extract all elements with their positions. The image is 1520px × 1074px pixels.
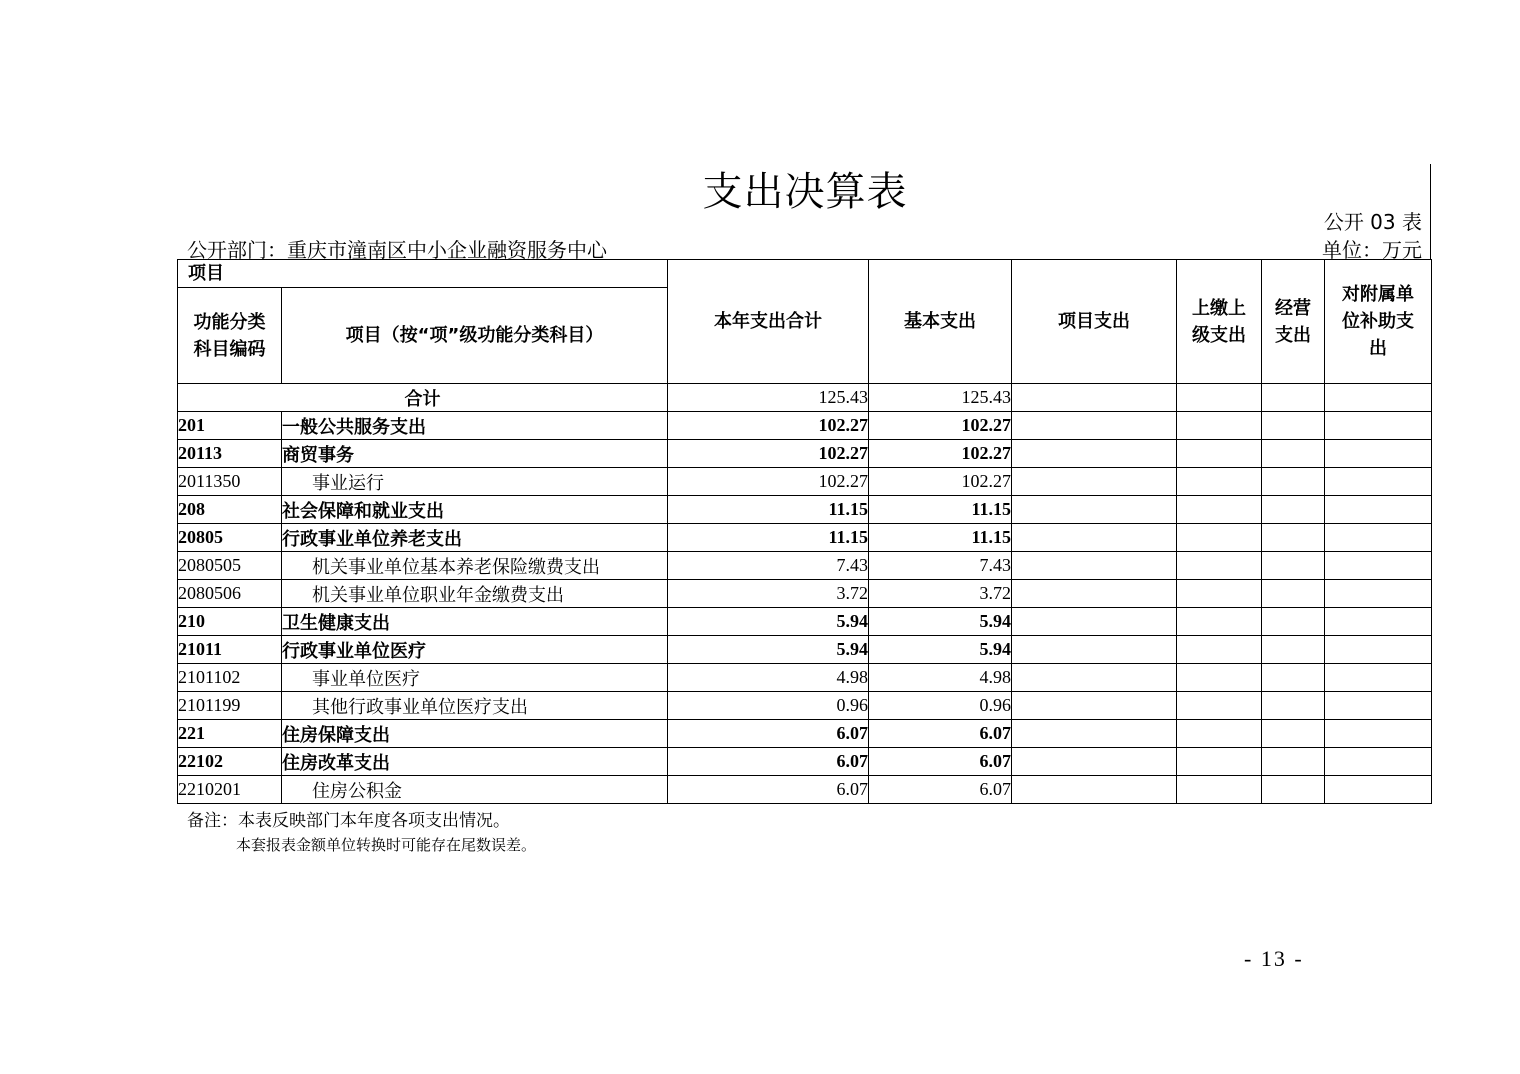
- row-total: 6.07: [668, 776, 869, 804]
- table-row: [178, 552, 1432, 580]
- row-code: 2101199: [178, 692, 282, 720]
- row-total: 102.27: [668, 412, 869, 440]
- empty-cell: [1262, 748, 1325, 776]
- empty-cell: [1262, 412, 1325, 440]
- row-total: 102.27: [668, 440, 869, 468]
- table-row: [178, 776, 1432, 804]
- empty-cell: [1325, 692, 1432, 720]
- row-basic: 6.07: [869, 776, 1012, 804]
- row-basic: 7.43: [869, 552, 1012, 580]
- empty-cell: [1012, 496, 1177, 524]
- empty-cell: [1262, 636, 1325, 664]
- page-title: 支出决算表: [702, 169, 908, 215]
- total-label: 合计: [178, 384, 668, 412]
- row-basic: 102.27: [869, 412, 1012, 440]
- row-code: 20805: [178, 524, 282, 552]
- empty-cell: [1262, 468, 1325, 496]
- row-name: 卫生健康支出: [282, 608, 668, 636]
- table-row: [178, 412, 1432, 440]
- row-name: 住房保障支出: [282, 720, 668, 748]
- empty-cell: [1177, 776, 1262, 804]
- empty-cell: [1262, 608, 1325, 636]
- empty-cell: [1262, 776, 1325, 804]
- empty-cell: [1012, 552, 1177, 580]
- empty-cell: [1325, 776, 1432, 804]
- empty-cell: [1325, 748, 1432, 776]
- expenditure-table: [177, 259, 1432, 804]
- empty-cell: [1262, 552, 1325, 580]
- row-name: 机关事业单位职业年金缴费支出: [282, 580, 668, 608]
- table-row: [178, 692, 1432, 720]
- row-total: 4.98: [668, 664, 869, 692]
- empty-cell: [1262, 664, 1325, 692]
- table-row: [178, 720, 1432, 748]
- empty-cell: [1177, 664, 1262, 692]
- empty-cell: [1325, 440, 1432, 468]
- row-code: 201: [178, 412, 282, 440]
- row-name: 机关事业单位基本养老保险缴费支出: [282, 552, 668, 580]
- row-code: 221: [178, 720, 282, 748]
- row-total: 5.94: [668, 608, 869, 636]
- row-basic: 3.72: [869, 580, 1012, 608]
- table-row: [178, 440, 1432, 468]
- empty-cell: [1012, 524, 1177, 552]
- empty-cell: [1177, 748, 1262, 776]
- margin-line: [1430, 164, 1431, 260]
- row-name: 其他行政事业单位医疗支出: [282, 692, 668, 720]
- row-name: 行政事业单位医疗: [282, 636, 668, 664]
- empty-cell: [1262, 384, 1325, 412]
- empty-cell: [1262, 440, 1325, 468]
- row-code: 22102: [178, 748, 282, 776]
- empty-cell: [1325, 720, 1432, 748]
- row-basic: 102.27: [869, 468, 1012, 496]
- empty-cell: [1012, 748, 1177, 776]
- header-project-expenditure: 项目支出: [1012, 260, 1177, 384]
- row-total: 102.27: [668, 468, 869, 496]
- row-name: 事业单位医疗: [282, 664, 668, 692]
- table-row: [178, 664, 1432, 692]
- empty-cell: [1012, 384, 1177, 412]
- empty-cell: [1177, 440, 1262, 468]
- row-basic: 11.15: [869, 524, 1012, 552]
- empty-cell: [1177, 412, 1262, 440]
- empty-cell: [1177, 692, 1262, 720]
- empty-cell: [1177, 468, 1262, 496]
- header-basic: 基本支出: [869, 260, 1012, 384]
- row-name: 一般公共服务支出: [282, 412, 668, 440]
- empty-cell: [1177, 524, 1262, 552]
- empty-cell: [1325, 384, 1432, 412]
- row-code: 2101102: [178, 664, 282, 692]
- table-row: [178, 496, 1432, 524]
- empty-cell: [1325, 608, 1432, 636]
- table-number: 公开 03 表: [1323, 210, 1422, 234]
- header-turn-over: 上缴上级支出: [1177, 260, 1262, 384]
- empty-cell: [1177, 580, 1262, 608]
- empty-cell: [1325, 580, 1432, 608]
- empty-cell: [1012, 692, 1177, 720]
- table-row: [178, 468, 1432, 496]
- note-line-1: 备注：本表反映部门本年度各项支出情况。: [187, 811, 510, 831]
- empty-cell: [1262, 580, 1325, 608]
- row-code: 21011: [178, 636, 282, 664]
- table-row: [178, 608, 1432, 636]
- empty-cell: [1262, 524, 1325, 552]
- total-basic: 125.43: [869, 384, 1012, 412]
- table-row: [178, 636, 1432, 664]
- row-total: 5.94: [668, 636, 869, 664]
- empty-cell: [1177, 552, 1262, 580]
- empty-cell: [1177, 496, 1262, 524]
- row-total: 6.07: [668, 748, 869, 776]
- department-label: 公开部门：重庆市潼南区中小企业融资服务中心: [187, 238, 607, 262]
- empty-cell: [1012, 412, 1177, 440]
- row-name: 事业运行: [282, 468, 668, 496]
- empty-cell: [1012, 440, 1177, 468]
- row-code: 210: [178, 608, 282, 636]
- row-name: 商贸事务: [282, 440, 668, 468]
- row-basic: 6.07: [869, 748, 1012, 776]
- row-basic: 5.94: [869, 608, 1012, 636]
- row-basic: 4.98: [869, 664, 1012, 692]
- row-total: 11.15: [668, 524, 869, 552]
- total-row: [178, 384, 1432, 412]
- row-total: 11.15: [668, 496, 869, 524]
- row-total: 7.43: [668, 552, 869, 580]
- row-total: 0.96: [668, 692, 869, 720]
- empty-cell: [1262, 720, 1325, 748]
- row-code: 208: [178, 496, 282, 524]
- row-code: 2210201: [178, 776, 282, 804]
- row-code: 2080505: [178, 552, 282, 580]
- unit-label: 单位：万元: [1322, 238, 1422, 262]
- empty-cell: [1177, 636, 1262, 664]
- row-name: 住房改革支出: [282, 748, 668, 776]
- empty-cell: [1012, 720, 1177, 748]
- empty-cell: [1177, 384, 1262, 412]
- empty-cell: [1262, 692, 1325, 720]
- empty-cell: [1012, 580, 1177, 608]
- row-code: 20113: [178, 440, 282, 468]
- table-row: [178, 748, 1432, 776]
- empty-cell: [1177, 608, 1262, 636]
- empty-cell: [1012, 636, 1177, 664]
- row-name: 住房公积金: [282, 776, 668, 804]
- empty-cell: [1325, 636, 1432, 664]
- row-basic: 6.07: [869, 720, 1012, 748]
- empty-cell: [1012, 776, 1177, 804]
- total-amount: 125.43: [668, 384, 869, 412]
- header-total: 本年支出合计: [668, 260, 869, 384]
- row-total: 6.07: [668, 720, 869, 748]
- empty-cell: [1325, 468, 1432, 496]
- row-code: 2011350: [178, 468, 282, 496]
- row-basic: 11.15: [869, 496, 1012, 524]
- empty-cell: [1325, 524, 1432, 552]
- empty-cell: [1325, 412, 1432, 440]
- page-number: - 13 -: [1244, 946, 1304, 971]
- header-func-code: 功能分类科目编码: [178, 288, 282, 384]
- empty-cell: [1177, 720, 1262, 748]
- empty-cell: [1012, 608, 1177, 636]
- row-name: 行政事业单位养老支出: [282, 524, 668, 552]
- header-func-name: 项目（按“项”级功能分类科目）: [282, 288, 668, 384]
- empty-cell: [1325, 664, 1432, 692]
- row-basic: 0.96: [869, 692, 1012, 720]
- row-total: 3.72: [668, 580, 869, 608]
- empty-cell: [1012, 664, 1177, 692]
- table-row: [178, 580, 1432, 608]
- empty-cell: [1012, 468, 1177, 496]
- empty-cell: [1325, 552, 1432, 580]
- empty-cell: [1325, 496, 1432, 524]
- header-subsidy: 对附属单位补助支出: [1325, 260, 1432, 384]
- table-row: [178, 524, 1432, 552]
- note-line-2: 本套报表金额单位转换时可能存在尾数误差。: [236, 836, 537, 854]
- row-basic: 102.27: [869, 440, 1012, 468]
- row-name: 社会保障和就业支出: [282, 496, 668, 524]
- row-code: 2080506: [178, 580, 282, 608]
- header-project: 项目: [178, 260, 668, 288]
- row-basic: 5.94: [869, 636, 1012, 664]
- empty-cell: [1262, 496, 1325, 524]
- header-operation: 经营支出: [1262, 260, 1325, 384]
